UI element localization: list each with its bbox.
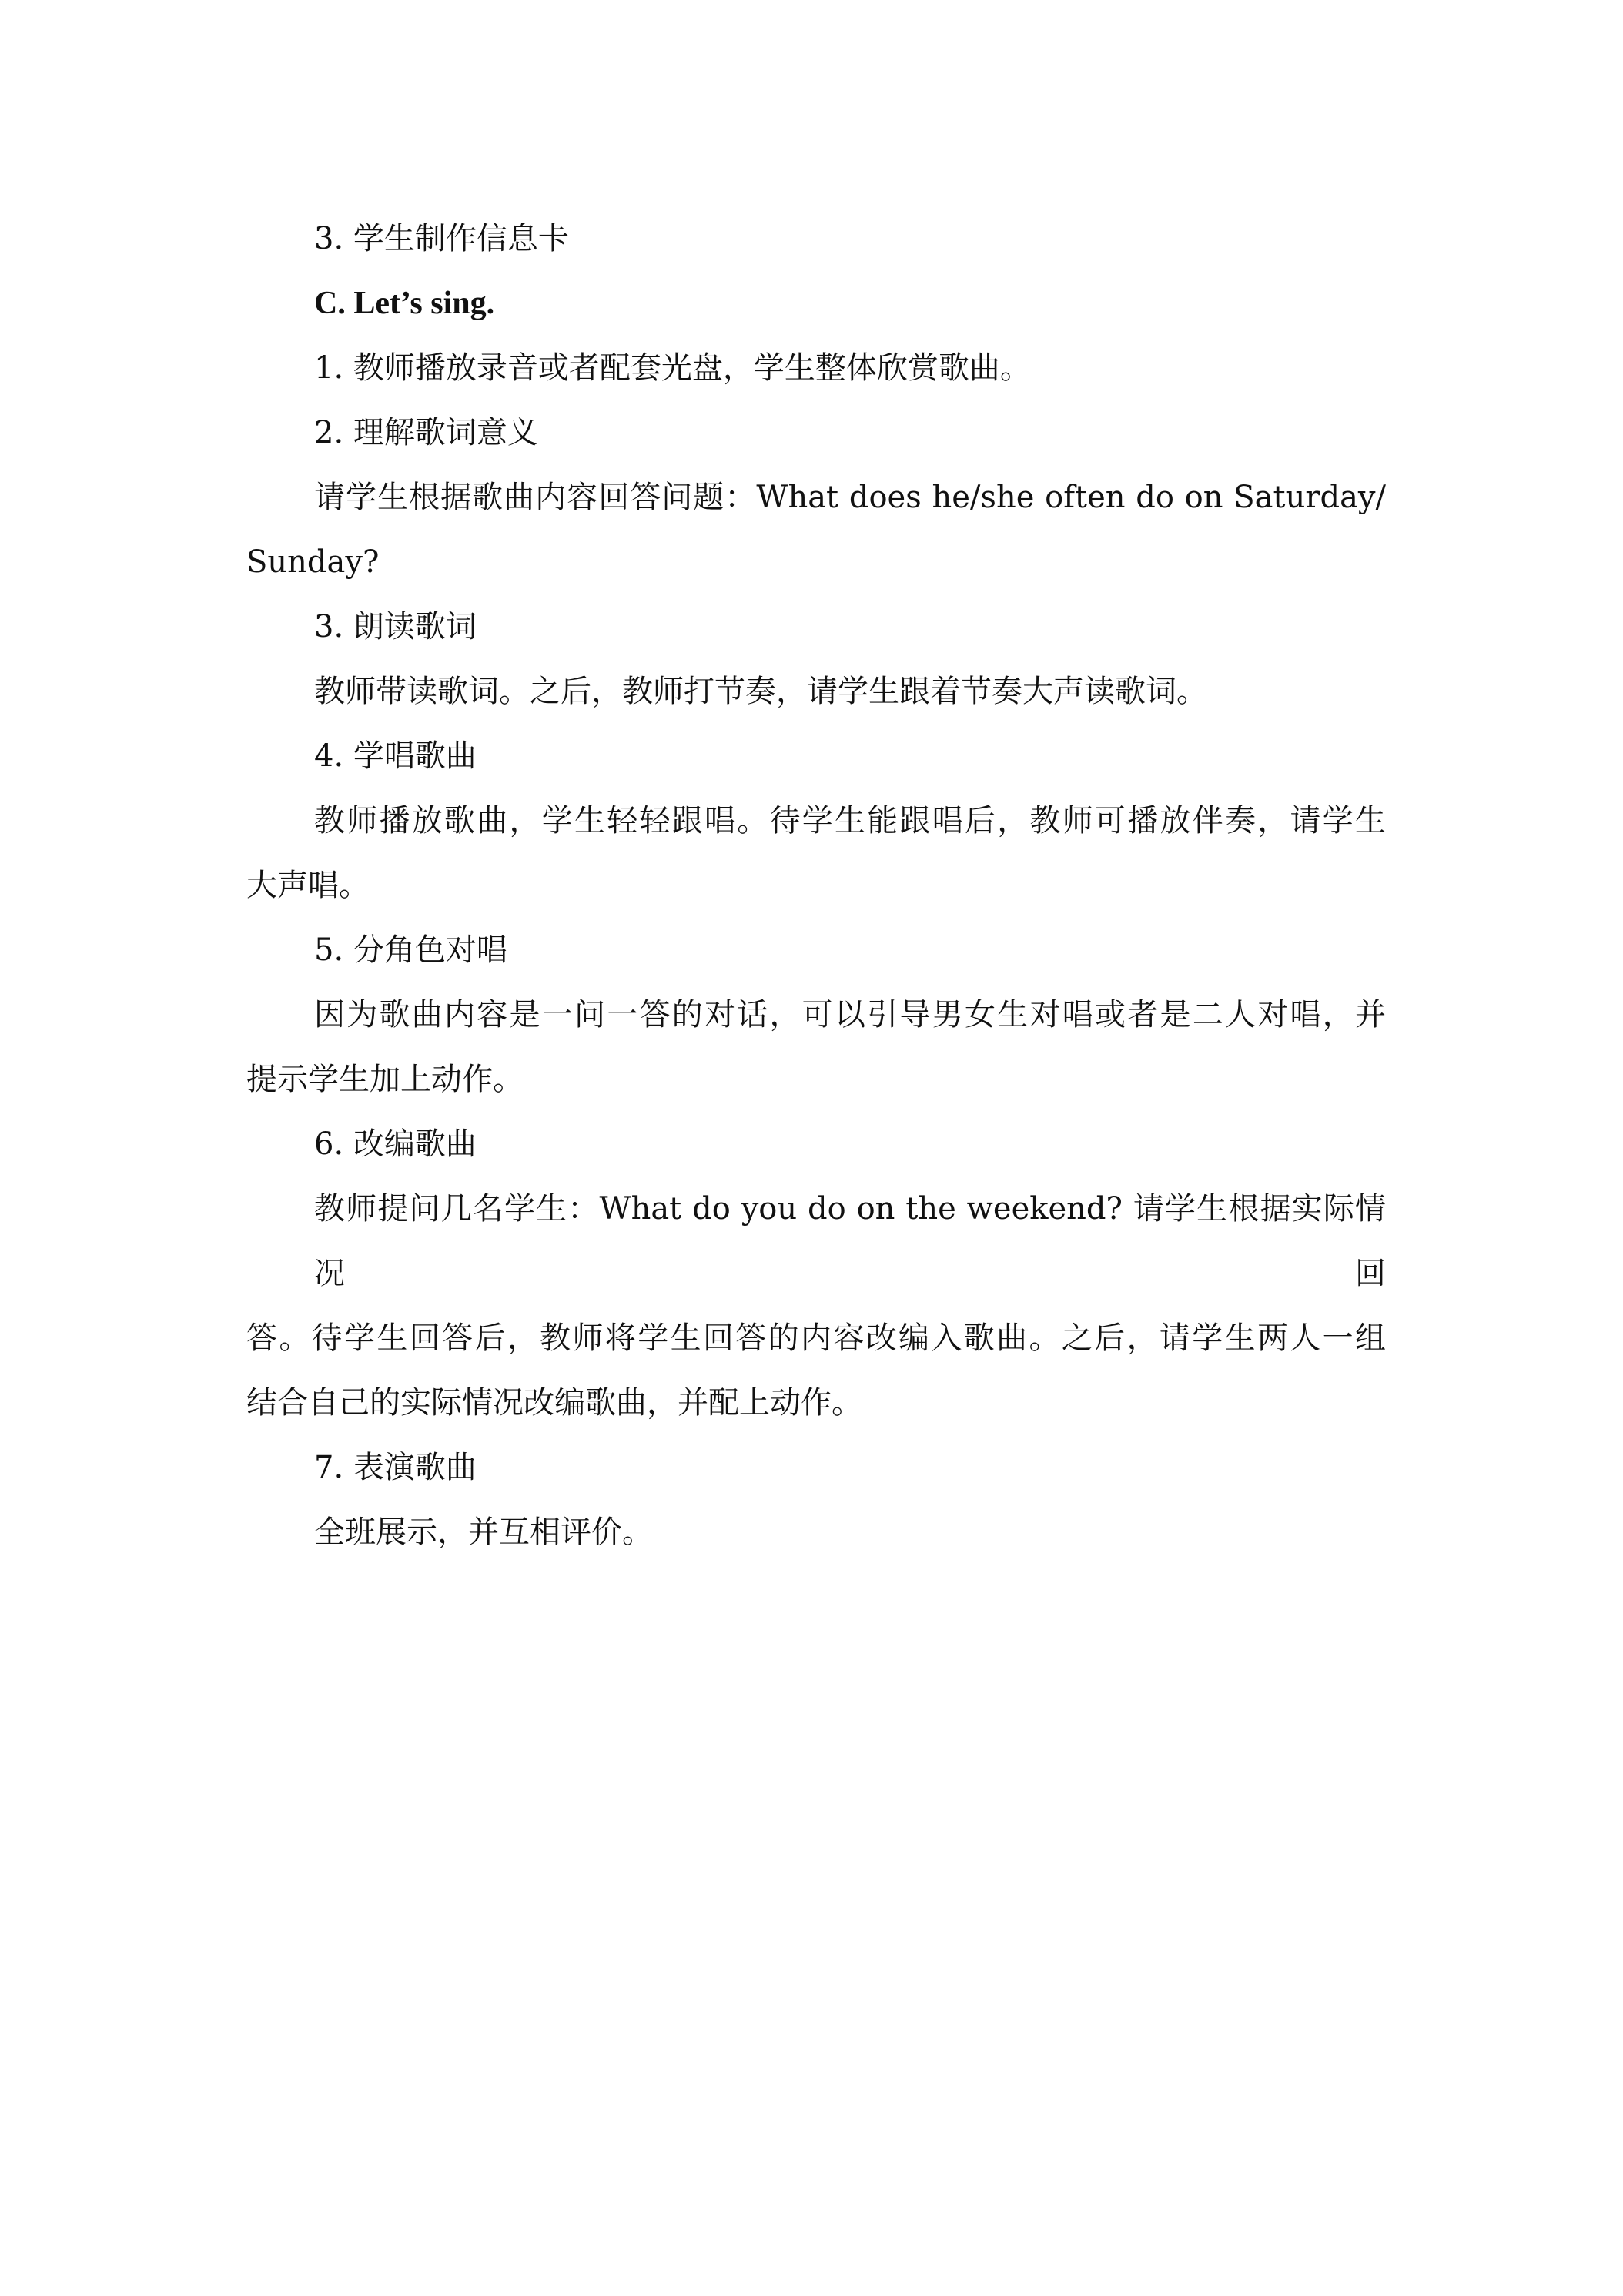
step-perform-song: 7. 表演歌曲 — [314, 1450, 477, 1485]
step-understand-lyrics: 2. 理解歌词意义 — [314, 415, 538, 450]
paragraph-adapt-song-line2: 答。待学生回答后，教师将学生回答的内容改编入歌曲。之后，请学生两人一组 — [246, 1320, 1386, 1356]
step-learn-song: 4. 学唱歌曲 — [314, 738, 477, 774]
paragraph-read-lyrics: 教师带读歌词。之后，教师打节奏，请学生跟着节奏大声读歌词。 — [314, 674, 1207, 709]
paragraph-answer-question-line1: 请学生根据歌曲内容回答问题：What does he/she often do on Saturday/ — [314, 480, 1386, 515]
paragraph-perform-song: 全班展示，并互相评价。 — [314, 1514, 653, 1550]
step-read-lyrics: 3. 朗读歌词 — [314, 609, 477, 644]
step-play-recording: 1. 教师播放录音或者配套光盘，学生整体欣赏歌曲。 — [314, 350, 1031, 386]
paragraph-answer-question-line2: Sunday? — [246, 544, 380, 580]
step-role-singing: 5. 分角色对唱 — [314, 932, 507, 968]
paragraph-adapt-song-line3: 结合自己的实际情况改编歌曲，并配上动作。 — [246, 1385, 862, 1421]
paragraph-adapt-song-line1: 教师提问几名学生：What do you do on the weekend? 请学生根据实际情况回 — [314, 1191, 1386, 1291]
paragraph-learn-song-line2: 大声唱。 — [246, 868, 370, 903]
section-heading-lets-sing: C. Let’s sing. — [314, 286, 495, 321]
document-body — [246, 206, 1386, 1565]
paragraph-role-singing-line1: 因为歌曲内容是一问一答的对话，可以引导男女生对唱或者是二人对唱，并 — [314, 997, 1386, 1033]
step-make-info-card: 3. 学生制作信息卡 — [314, 221, 569, 256]
paragraph-role-singing-line2: 提示学生加上动作。 — [246, 1062, 524, 1097]
step-adapt-song: 6. 改编歌曲 — [314, 1126, 477, 1162]
paragraph-learn-song-line1: 教师播放歌曲，学生轻轻跟唱。待学生能跟唱后，教师可播放伴奏，请学生 — [314, 803, 1386, 838]
